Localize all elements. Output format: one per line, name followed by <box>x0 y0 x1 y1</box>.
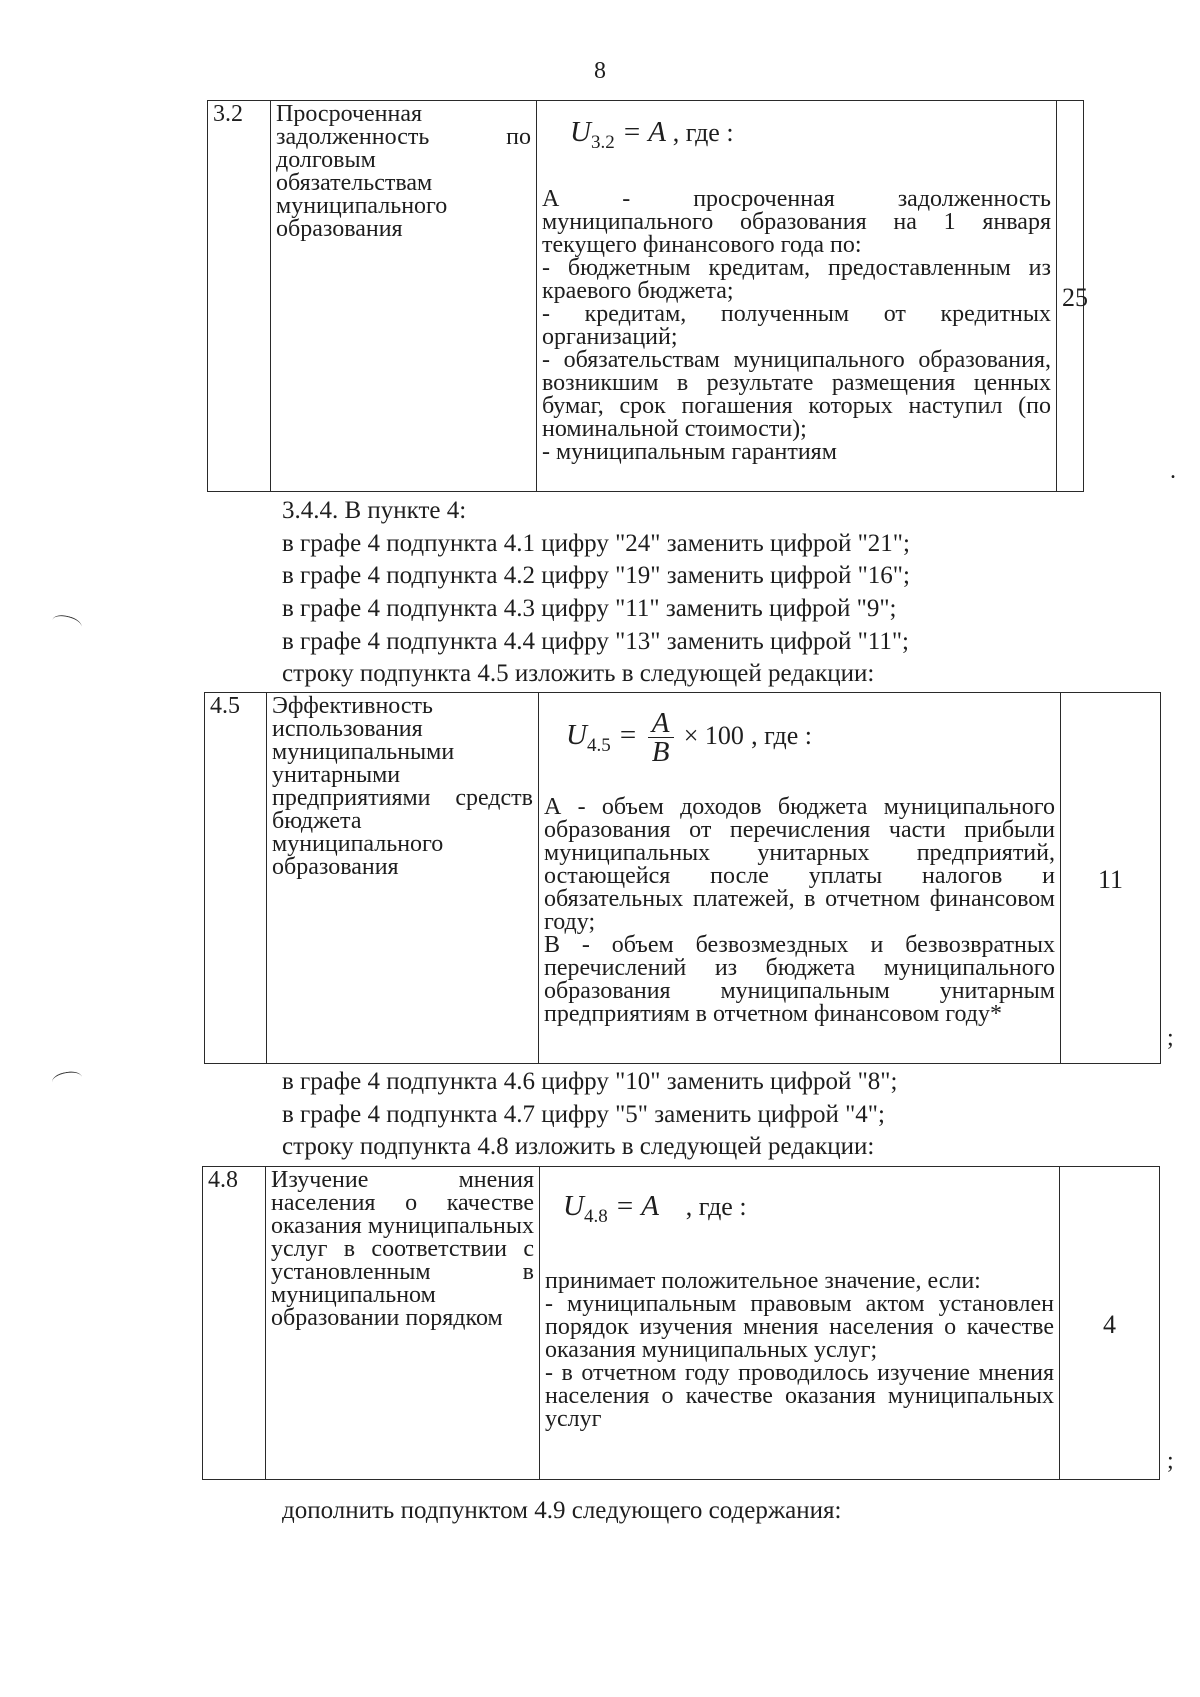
paragraph-line: в графе 4 подпункта 4.3 цифру "11" заменить цифрой "9"; <box>282 595 897 622</box>
score-value: 4 <box>1060 1167 1160 1480</box>
indicator-name: Эффективность использования муниципальными унитарными предприятиями средств бюджета муниципального образования <box>267 693 539 1064</box>
paragraph-line: в графе 4 подпункта 4.1 цифру "24" заменить цифрой "21"; <box>282 530 910 557</box>
indicator-description <box>539 693 1061 1064</box>
score-value: 25 <box>1057 101 1084 492</box>
row-number: 4.8 <box>203 1167 266 1480</box>
description-line: - муниципальным гарантиям <box>542 438 837 465</box>
page-number: 8 <box>594 58 606 84</box>
description-line: - муниципальным правовым актом установлен порядок изучения мнения населения о качестве оказания муниципальных услуг; <box>545 1290 1054 1363</box>
description-line: - бюджетным кредитам, предоставленным из краевого бюджета; <box>542 254 1051 304</box>
description-line: А - объем доходов бюджета муниципального образования от перечисления части прибыли муниципальных унитарных предприятий, остающейся после уплаты налогов и обязательных платежей, в отчетном финансовом году; <box>544 794 1055 935</box>
row-number: 4.5 <box>205 693 267 1064</box>
indicator-name: Просроченная задолженность по долговым обязательствам муниципального образования <box>271 101 537 492</box>
end-mark: . <box>1170 458 1176 484</box>
paragraph-line: строку подпункта 4.8 изложить в следующей редакции: <box>282 1133 875 1160</box>
table-row-4-8 <box>202 1166 1160 1480</box>
indicator-description <box>540 1167 1060 1480</box>
paragraph-line: в графе 4 подпункта 4.6 цифру "10" заменить цифрой "8"; <box>282 1068 898 1095</box>
table-row-4-5 <box>204 692 1161 1064</box>
description-line: А - просроченная задолженность муниципального образования на 1 января текущего финансового года по: <box>542 185 1051 258</box>
paragraph-line: дополнить подпунктом 4.9 следующего содержания: <box>282 1497 842 1524</box>
formula: $U_{3.2} = A$ , где : <box>570 116 734 153</box>
end-mark: ; <box>1167 1025 1174 1051</box>
description-line: принимает положительное значение, если: <box>545 1267 981 1294</box>
table-row-3-2 <box>207 100 1088 492</box>
indicator-description <box>537 101 1057 492</box>
description-line: В - объем безвозмездных и безвозвратных перечислений из бюджета муниципального образования муниципальным унитарным предприятиям в отчетном финансовом году* <box>544 932 1055 1027</box>
paragraph-line: в графе 4 подпункта 4.2 цифру "19" заменить цифрой "16"; <box>282 562 910 589</box>
score-value: 11 <box>1061 693 1161 1064</box>
end-mark: ; <box>1167 1448 1174 1474</box>
paragraph-line: в графе 4 подпункта 4.7 цифру "5" заменить цифрой "4"; <box>282 1101 885 1128</box>
scan-mark <box>51 612 84 634</box>
paragraph-line: в графе 4 подпункта 4.4 цифру "13" заменить цифрой "11"; <box>282 628 910 655</box>
scan-mark <box>51 1070 83 1090</box>
paragraph-line: строку подпункта 4.5 изложить в следующей редакции: <box>282 660 875 687</box>
formula: $U_{4.8} = A$ , где : <box>563 1190 747 1227</box>
fraction: $\frac{A}{B}$ <box>648 709 674 766</box>
formula: $U_{4.5}$ = $\frac{A}{B}$ × 100 , где : <box>566 707 813 768</box>
paragraph-line: 3.4.4. В пункте 4: <box>282 497 467 524</box>
row-number: 3.2 <box>208 101 271 492</box>
description-line: - обязательствам муниципального образования, возникшим в результате размещения ценных бумаг, срок погашения которых наступил (по номинальной стоимости); <box>542 346 1051 442</box>
description-line: - в отчетном году проводилось изучение мнения населения о качестве оказания муниципальных услуг <box>545 1359 1054 1432</box>
indicator-name: Изучение мнения населения о качестве оказания муниципальных услуг в соответствии с установленным в муниципальном образовании порядком <box>266 1167 540 1480</box>
description-line: - кредитам, полученным от кредитных организаций; <box>542 300 1051 350</box>
